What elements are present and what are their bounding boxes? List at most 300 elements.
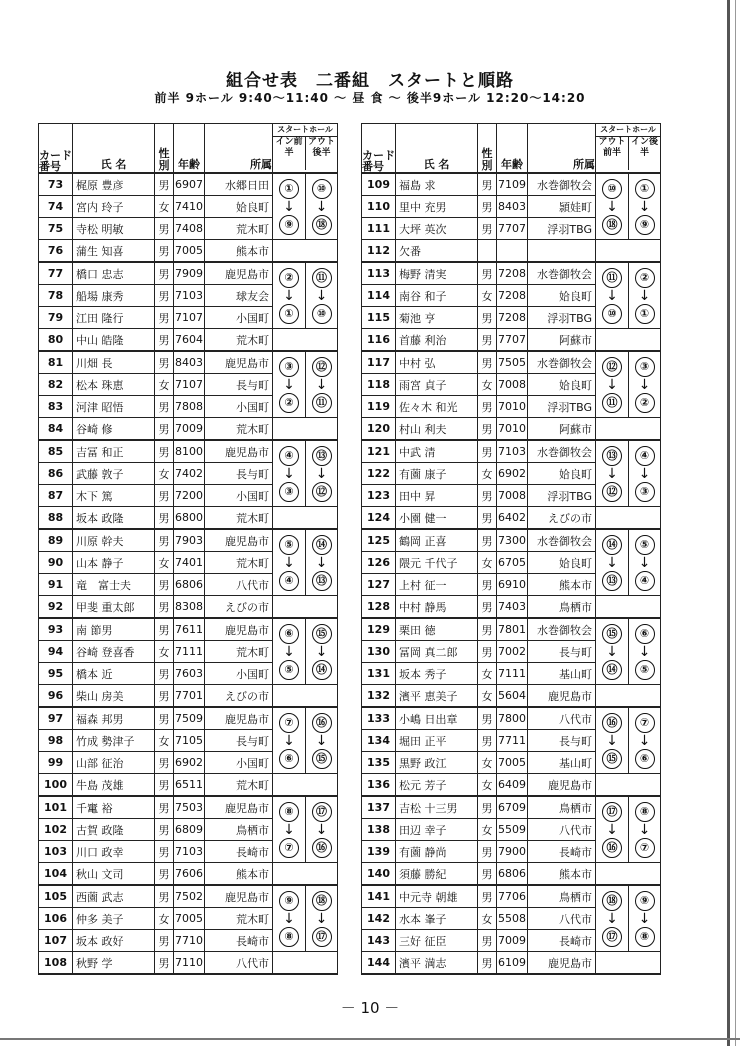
- player-sex: 女: [155, 641, 174, 663]
- start-hole-marker: ⑭: [602, 535, 622, 555]
- player-age: 6902: [497, 463, 528, 485]
- player-name: 中村 弘: [396, 351, 478, 374]
- player-name: 坂本 政隆: [73, 507, 155, 530]
- table-row: [39, 440, 338, 463]
- player-age: 7208: [497, 262, 528, 285]
- player-name: 隈元 千代子: [396, 552, 478, 574]
- end-hole-marker: ③: [635, 482, 655, 502]
- end-hole-marker: ①: [279, 304, 299, 324]
- end-hole-marker: ⑰: [312, 927, 332, 947]
- route-second-half: [306, 885, 338, 952]
- table-row: [362, 240, 661, 263]
- player-name: 武藤 敦子: [73, 463, 155, 485]
- start-hole-marker: ⑰: [602, 802, 622, 822]
- player-sex: 男: [478, 529, 497, 552]
- arrow-down-icon: ↓: [638, 732, 651, 749]
- player-sex: 男: [478, 930, 497, 952]
- route-first-half: [273, 262, 306, 329]
- player-age: 6806: [497, 863, 528, 886]
- player-club: 鹿児島市: [205, 440, 273, 463]
- card-number: 73: [39, 173, 73, 196]
- player-club: 長与町: [205, 374, 273, 396]
- card-number: 132: [362, 685, 396, 708]
- player-club: 水巻御牧会: [528, 351, 596, 374]
- player-sex: 男: [155, 819, 174, 841]
- player-age: 8308: [174, 596, 205, 619]
- table-row: [39, 329, 338, 352]
- player-club: 小国町: [205, 307, 273, 329]
- page-edge-right: [727, 0, 730, 1046]
- player-sex: 女: [155, 552, 174, 574]
- start-hole-marker: ⑮: [312, 624, 332, 644]
- player-club: 鹿児島市: [528, 685, 596, 708]
- route-second-half: [306, 796, 338, 863]
- player-name: 水本 峯子: [396, 908, 478, 930]
- arrow-down-icon: ↓: [606, 554, 618, 571]
- arrow-down-icon: ↓: [283, 732, 295, 749]
- player-sex: 男: [155, 173, 174, 196]
- card-number: 89: [39, 529, 73, 552]
- player-age: 8403: [174, 351, 205, 374]
- player-club: 荒木町: [205, 908, 273, 930]
- player-name: 甲斐 重太郎: [73, 596, 155, 619]
- player-name: 河津 昭悟: [73, 396, 155, 418]
- header-age: 年齢: [497, 124, 528, 174]
- table-row: [39, 240, 338, 263]
- player-name: 古賀 政隆: [73, 819, 155, 841]
- route-first-half: [596, 262, 629, 329]
- header-in-first: イン前半: [273, 137, 306, 170]
- route-first-half: [273, 618, 306, 685]
- card-number: 133: [362, 707, 396, 730]
- player-name: 柴山 房美: [73, 685, 155, 708]
- player-sex: 男: [155, 952, 174, 975]
- player-sex: 男: [155, 351, 174, 374]
- player-sex: 男: [155, 396, 174, 418]
- player-sex: [478, 240, 497, 263]
- player-club: 荒木町: [205, 329, 273, 352]
- player-age: 7103: [174, 841, 205, 863]
- start-hole-marker: ⑭: [312, 535, 332, 555]
- player-club: 八代市: [205, 952, 273, 975]
- card-number: 142: [362, 908, 396, 930]
- card-number: 98: [39, 730, 73, 752]
- player-age: 6409: [497, 774, 528, 797]
- card-number: 74: [39, 196, 73, 218]
- player-club: 鳥栖市: [528, 885, 596, 908]
- player-club: 長崎市: [528, 930, 596, 952]
- route-spacer: [273, 596, 338, 619]
- route-spacer: [273, 507, 338, 530]
- table-row: [362, 885, 661, 908]
- player-age: 7105: [174, 730, 205, 752]
- card-number: 134: [362, 730, 396, 752]
- card-number: 143: [362, 930, 396, 952]
- card-number: 144: [362, 952, 396, 975]
- route-spacer: [596, 685, 661, 708]
- card-number: 102: [39, 819, 73, 841]
- card-number: 101: [39, 796, 73, 819]
- start-hole-marker: ②: [279, 268, 299, 288]
- player-age: 7706: [497, 885, 528, 908]
- header-out-first: アウト前半: [596, 137, 629, 170]
- player-age: 7710: [174, 930, 205, 952]
- table-row: [362, 329, 661, 352]
- player-age: 7410: [174, 196, 205, 218]
- player-age: 7103: [497, 440, 528, 463]
- route-second-half: [629, 440, 661, 507]
- start-hole-marker: ⑤: [635, 535, 655, 555]
- player-club: 長崎市: [205, 841, 273, 863]
- player-club: 鹿児島市: [205, 351, 273, 374]
- player-sex: 男: [478, 329, 497, 352]
- route-second-half: [629, 173, 661, 240]
- arrow-down-icon: ↓: [606, 198, 618, 215]
- table-row: [362, 774, 661, 797]
- player-sex: 男: [478, 218, 497, 240]
- player-sex: 男: [478, 418, 497, 441]
- player-age: 6705: [497, 552, 528, 574]
- card-number: 140: [362, 863, 396, 886]
- player-name: 川口 政幸: [73, 841, 155, 863]
- start-hole-marker: ⑩: [312, 179, 332, 199]
- player-club: 浮羽TBG: [528, 218, 596, 240]
- card-number: 99: [39, 752, 73, 774]
- route-second-half: [306, 351, 338, 418]
- end-hole-marker: ⑥: [635, 749, 655, 769]
- player-age: 8100: [174, 440, 205, 463]
- player-name: 船場 康秀: [73, 285, 155, 307]
- end-hole-marker: ⑪: [312, 393, 332, 413]
- player-club: 長崎市: [528, 841, 596, 863]
- player-age: 6800: [174, 507, 205, 530]
- player-name: 秋山 文司: [73, 863, 155, 886]
- table-row: [39, 529, 338, 552]
- player-age: 7111: [174, 641, 205, 663]
- header-out-second: アウト後半: [307, 137, 335, 158]
- card-number: 117: [362, 351, 396, 374]
- card-number: 87: [39, 485, 73, 507]
- player-name: 雨宮 貞子: [396, 374, 478, 396]
- player-age: 7900: [497, 841, 528, 863]
- player-club: 球友会: [205, 285, 273, 307]
- table-row: [39, 173, 338, 196]
- route-first-half: [596, 885, 629, 952]
- end-hole-marker: ⑪: [602, 393, 622, 413]
- start-hole-marker: ②: [635, 268, 655, 288]
- player-sex: 男: [478, 574, 497, 596]
- player-club: 基山町: [528, 663, 596, 685]
- end-hole-marker: ①: [635, 304, 655, 324]
- card-number: 79: [39, 307, 73, 329]
- player-club: 阿蘇市: [528, 418, 596, 441]
- player-name: 栗田 徳: [396, 618, 478, 641]
- table-row: [362, 685, 661, 708]
- player-age: 5508: [497, 908, 528, 930]
- card-number: 118: [362, 374, 396, 396]
- card-number: 81: [39, 351, 73, 374]
- table-row: [362, 618, 661, 641]
- player-age: 7208: [497, 307, 528, 329]
- player-club: 姶良町: [528, 463, 596, 485]
- card-number: 136: [362, 774, 396, 797]
- player-sex: 女: [155, 908, 174, 930]
- player-name: 橋口 忠志: [73, 262, 155, 285]
- player-club: 小国町: [205, 396, 273, 418]
- player-club: [528, 240, 596, 263]
- player-club: 水巻御牧会: [528, 262, 596, 285]
- player-age: 7711: [497, 730, 528, 752]
- player-club: 小国町: [205, 485, 273, 507]
- player-club: 基山町: [528, 752, 596, 774]
- card-number: 120: [362, 418, 396, 441]
- route-first-half: [273, 440, 306, 507]
- page-subtitle: 前半 9ホール 9:40～11:40 ～ 昼 食 ～ 後半9ホール 12:20～14:20: [154, 91, 586, 105]
- player-age: 6709: [497, 796, 528, 819]
- right-pairings-table: [361, 123, 661, 975]
- route-first-half: [273, 707, 306, 774]
- player-age: 7402: [174, 463, 205, 485]
- player-sex: 男: [478, 262, 497, 285]
- route-spacer: [596, 507, 661, 530]
- route-second-half: [306, 173, 338, 240]
- start-hole-marker: ⑧: [279, 802, 299, 822]
- player-age: 7909: [174, 262, 205, 285]
- card-number: 131: [362, 663, 396, 685]
- player-name: 中山 皓隆: [73, 329, 155, 352]
- player-sex: 男: [478, 507, 497, 530]
- player-name: 中村 静馬: [396, 596, 478, 619]
- end-hole-marker: ②: [635, 393, 655, 413]
- card-number: 128: [362, 596, 396, 619]
- start-hole-marker: ③: [279, 357, 299, 377]
- end-hole-marker: ⑦: [635, 838, 655, 858]
- player-age: 5509: [497, 819, 528, 841]
- table-row: [362, 262, 661, 285]
- player-sex: 男: [155, 507, 174, 530]
- arrow-down-icon: ↓: [283, 465, 295, 482]
- player-name: 木下 篤: [73, 485, 155, 507]
- player-sex: 男: [478, 173, 497, 196]
- player-name: 首藤 利治: [396, 329, 478, 352]
- card-number: 83: [39, 396, 73, 418]
- player-sex: 男: [155, 440, 174, 463]
- table-row: [39, 863, 338, 886]
- player-age: 7800: [497, 707, 528, 730]
- player-name: 田中 昇: [396, 485, 478, 507]
- header-start-hole-block: [273, 124, 338, 174]
- player-name: 須藤 勝紀: [396, 863, 478, 886]
- player-age: 7109: [497, 173, 528, 196]
- start-hole-marker: ④: [635, 446, 655, 466]
- player-age: 7603: [174, 663, 205, 685]
- start-hole-marker: ⑪: [602, 268, 622, 288]
- end-hole-marker: ⑨: [635, 215, 655, 235]
- arrow-down-icon: ↓: [606, 821, 618, 838]
- card-number: 111: [362, 218, 396, 240]
- player-sex: 女: [478, 552, 497, 574]
- arrow-down-icon: ↓: [283, 910, 295, 927]
- header-club: 所属: [528, 124, 596, 174]
- table-row: [39, 262, 338, 285]
- start-hole-marker: ⑨: [635, 891, 655, 911]
- player-club: 熊本市: [528, 863, 596, 886]
- card-number: 76: [39, 240, 73, 263]
- route-spacer: [273, 774, 338, 797]
- arrow-down-icon: ↓: [283, 376, 295, 393]
- player-club: 鹿児島市: [205, 885, 273, 908]
- card-number: 90: [39, 552, 73, 574]
- player-age: 7503: [174, 796, 205, 819]
- player-sex: 男: [478, 863, 497, 886]
- player-name: 欠番: [396, 240, 478, 263]
- player-club: 鹿児島市: [205, 796, 273, 819]
- player-sex: 女: [478, 908, 497, 930]
- player-sex: 女: [478, 285, 497, 307]
- player-age: 6109: [497, 952, 528, 975]
- arrow-down-icon: ↓: [638, 643, 651, 660]
- table-row: [39, 952, 338, 975]
- card-number: 113: [362, 262, 396, 285]
- player-age: 7502: [174, 885, 205, 908]
- player-sex: 男: [478, 641, 497, 663]
- player-name: 松元 芳子: [396, 774, 478, 797]
- table-row: [39, 774, 338, 797]
- player-age: [497, 240, 528, 263]
- route-spacer: [273, 952, 338, 975]
- player-sex: 男: [155, 885, 174, 908]
- player-name: 牛島 茂雄: [73, 774, 155, 797]
- player-name: 冨岡 真二郎: [396, 641, 478, 663]
- arrow-down-icon: ↓: [315, 732, 328, 749]
- player-name: 梅野 清実: [396, 262, 478, 285]
- end-hole-marker: ⑭: [312, 660, 332, 680]
- player-name: 仲多 美子: [73, 908, 155, 930]
- player-age: 7008: [497, 374, 528, 396]
- player-sex: 女: [155, 374, 174, 396]
- player-sex: 男: [478, 440, 497, 463]
- card-number: 129: [362, 618, 396, 641]
- route-spacer: [273, 418, 338, 441]
- card-number: 91: [39, 574, 73, 596]
- card-number: 130: [362, 641, 396, 663]
- player-name: 川原 幹夫: [73, 529, 155, 552]
- player-club: 鳥栖市: [528, 796, 596, 819]
- player-age: 7005: [174, 908, 205, 930]
- route-first-half: [596, 351, 629, 418]
- start-hole-marker: ⑦: [279, 713, 299, 733]
- player-sex: 男: [155, 774, 174, 797]
- player-age: 6806: [174, 574, 205, 596]
- player-name: 竹成 勢津子: [73, 730, 155, 752]
- route-spacer: [596, 418, 661, 441]
- card-number: 119: [362, 396, 396, 418]
- end-hole-marker: ②: [279, 393, 299, 413]
- start-hole-marker: ⑬: [312, 446, 332, 466]
- player-name: 坂本 政好: [73, 930, 155, 952]
- start-hole-marker: ⑯: [312, 713, 332, 733]
- player-sex: 女: [478, 819, 497, 841]
- card-number: 115: [362, 307, 396, 329]
- header-sex: 性別: [478, 124, 497, 174]
- end-hole-marker: ⑮: [602, 749, 622, 769]
- route-spacer: [596, 596, 661, 619]
- player-sex: 男: [478, 796, 497, 819]
- player-age: 7509: [174, 707, 205, 730]
- header-sex: 性別: [155, 124, 174, 174]
- player-name: 黒野 政江: [396, 752, 478, 774]
- arrow-down-icon: ↓: [315, 821, 328, 838]
- player-club: 頴娃町: [528, 196, 596, 218]
- arrow-down-icon: ↓: [315, 554, 328, 571]
- player-age: 7005: [497, 752, 528, 774]
- card-number: 121: [362, 440, 396, 463]
- header-name: 氏 名: [396, 124, 478, 174]
- route-first-half: [273, 529, 306, 596]
- start-hole-marker: ⑥: [635, 624, 655, 644]
- player-sex: 男: [478, 307, 497, 329]
- start-hole-marker: ⑫: [602, 357, 622, 377]
- player-name: 谷崎 登喜香: [73, 641, 155, 663]
- player-name: 有薗 静尚: [396, 841, 478, 863]
- card-number: 82: [39, 374, 73, 396]
- player-name: 山本 静子: [73, 552, 155, 574]
- start-hole-marker: ⑩: [602, 179, 622, 199]
- card-number: 100: [39, 774, 73, 797]
- end-hole-marker: ⑯: [602, 838, 622, 858]
- player-name: 大坪 英次: [396, 218, 478, 240]
- player-club: 荒木町: [205, 641, 273, 663]
- player-club: 長与町: [528, 730, 596, 752]
- player-club: 荒木町: [205, 774, 273, 797]
- player-sex: 男: [478, 841, 497, 863]
- player-name: 小嶋 日出章: [396, 707, 478, 730]
- header-name: 氏 名: [73, 124, 155, 174]
- player-club: 八代市: [205, 574, 273, 596]
- player-age: 7606: [174, 863, 205, 886]
- end-hole-marker: ⑧: [635, 927, 655, 947]
- player-club: 水巻御牧会: [528, 529, 596, 552]
- player-sex: 男: [155, 574, 174, 596]
- table-row: [39, 596, 338, 619]
- player-club: 水巻御牧会: [528, 440, 596, 463]
- table-row: [39, 796, 338, 819]
- route-second-half: [629, 707, 661, 774]
- header-card-number: カード番号: [362, 124, 396, 174]
- arrow-down-icon: ↓: [283, 643, 295, 660]
- card-number: 78: [39, 285, 73, 307]
- card-number: 105: [39, 885, 73, 908]
- arrow-down-icon: ↓: [315, 643, 328, 660]
- table-row: [362, 796, 661, 819]
- start-hole-marker: ⑬: [602, 446, 622, 466]
- player-club: 小国町: [205, 752, 273, 774]
- end-hole-marker: ⑱: [602, 215, 622, 235]
- player-club: 鹿児島市: [205, 618, 273, 641]
- player-sex: 女: [155, 463, 174, 485]
- player-age: 7107: [174, 374, 205, 396]
- player-age: 7009: [174, 418, 205, 441]
- end-hole-marker: ⑦: [279, 838, 299, 858]
- card-number: 103: [39, 841, 73, 863]
- card-number: 125: [362, 529, 396, 552]
- route-first-half: [273, 351, 306, 418]
- player-sex: 女: [478, 463, 497, 485]
- player-age: 7103: [174, 285, 205, 307]
- player-sex: 男: [478, 707, 497, 730]
- start-hole-marker: ⑨: [279, 891, 299, 911]
- route-first-half: [596, 173, 629, 240]
